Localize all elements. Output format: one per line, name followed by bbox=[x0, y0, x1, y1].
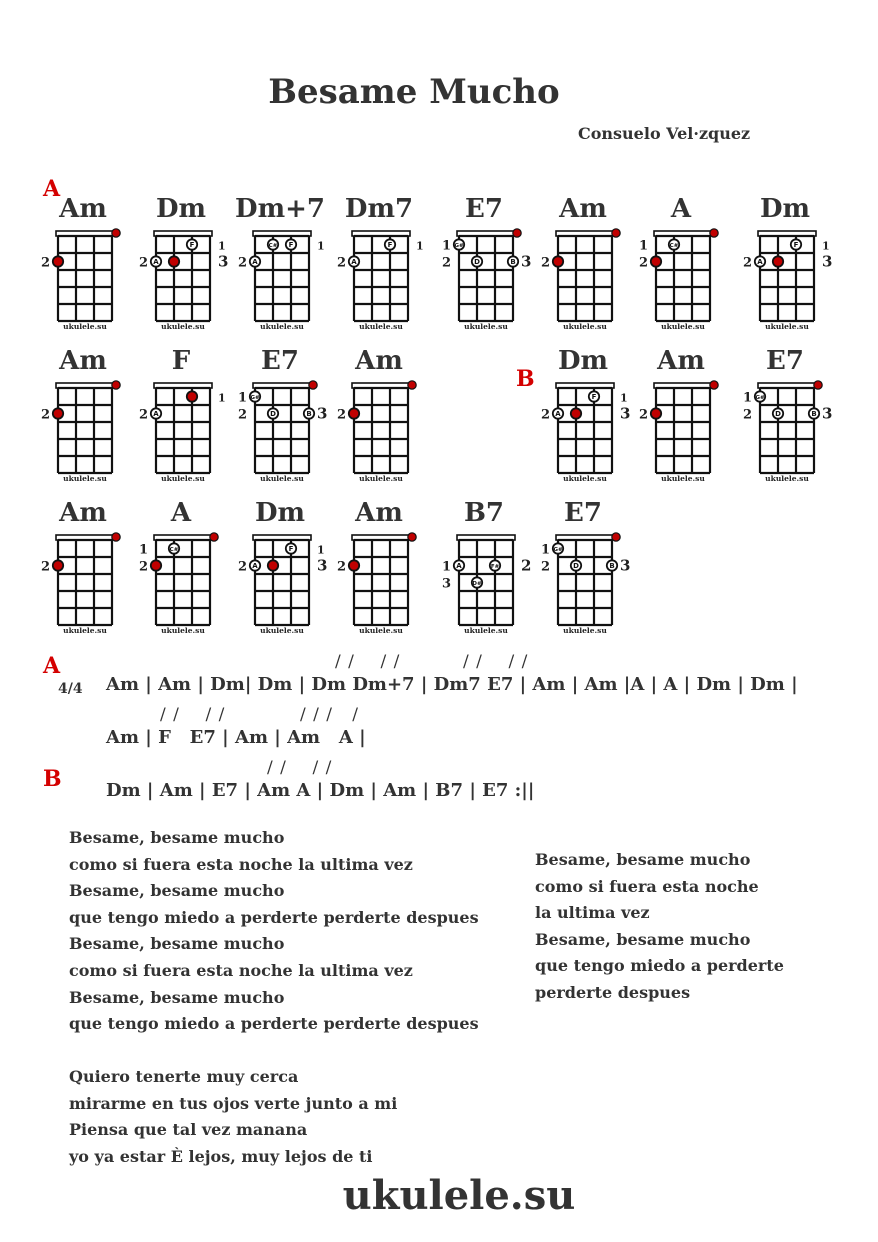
fretboard bbox=[329, 350, 429, 498]
lyric-line: Besame, besame mucho bbox=[535, 929, 751, 949]
finger-number: 3 bbox=[620, 404, 631, 423]
finger-note: B bbox=[811, 410, 817, 419]
fretboard bbox=[329, 502, 429, 650]
finger-number: 2 bbox=[138, 255, 148, 271]
chord-name: E7 bbox=[261, 346, 299, 376]
open-string-dot bbox=[612, 229, 620, 237]
diagram-caption: ukulele.su bbox=[765, 322, 809, 331]
lyric-line: Piensa que tal vez manana bbox=[69, 1120, 308, 1140]
chord-name: Am bbox=[657, 346, 705, 376]
finger-number: 2 bbox=[237, 407, 247, 423]
finger-note: G# bbox=[553, 547, 563, 554]
chord-diagram bbox=[230, 194, 330, 346]
footer-site: ukulele.su bbox=[342, 1172, 576, 1219]
diagram-caption: ukulele.su bbox=[563, 626, 607, 635]
fretboard bbox=[631, 198, 731, 346]
finger-note: C# bbox=[169, 547, 179, 554]
chord-name: Dm bbox=[254, 498, 306, 528]
open-string-dot bbox=[112, 229, 120, 237]
finger-number: 2 bbox=[40, 407, 50, 423]
finger-note: A bbox=[456, 562, 462, 571]
open-string-dot bbox=[710, 229, 718, 237]
diagram-caption: ukulele.su bbox=[563, 474, 607, 483]
chord-diagram bbox=[329, 346, 429, 498]
finger-note: D bbox=[474, 258, 480, 267]
diagram-caption: ukulele.su bbox=[260, 626, 304, 635]
finger-number: 2 bbox=[742, 255, 752, 271]
finger-dot bbox=[268, 560, 278, 570]
finger-number: 3 bbox=[218, 252, 229, 271]
finger-dot bbox=[651, 256, 661, 266]
fretboard bbox=[230, 198, 330, 346]
finger-number: 2 bbox=[336, 559, 346, 575]
lyric-line: yo ya estar È lejos, muy lejos de ti bbox=[69, 1146, 373, 1166]
finger-number: 2 bbox=[540, 559, 550, 575]
open-string-dot bbox=[710, 381, 718, 389]
finger-number: 1 bbox=[237, 390, 247, 406]
strum-marks: / / / / bbox=[300, 705, 359, 725]
finger-note: G# bbox=[454, 243, 464, 250]
chord-name: Am bbox=[59, 194, 107, 224]
lyric-line: como si fuera esta noche la ultima vez bbox=[69, 854, 413, 874]
lyric-line: Quiero tenerte muy cerca bbox=[69, 1067, 299, 1086]
finger-dot bbox=[169, 256, 179, 266]
finger-number: 1 bbox=[742, 390, 752, 406]
finger-dot bbox=[773, 256, 783, 266]
finger-note: A bbox=[757, 258, 763, 267]
finger-note: G# bbox=[755, 395, 765, 402]
chord-diagram bbox=[735, 346, 835, 498]
finger-number: 2 bbox=[540, 255, 550, 271]
progression-section-b-marker: B bbox=[43, 766, 62, 792]
composer: Consuelo Vel·zquez bbox=[578, 124, 751, 143]
diagram-caption: ukulele.su bbox=[63, 626, 107, 635]
finger-number: 1 bbox=[218, 391, 226, 405]
chord-name: A bbox=[170, 498, 192, 528]
finger-note: A bbox=[153, 410, 159, 419]
finger-note: D bbox=[573, 562, 579, 571]
fretboard bbox=[33, 198, 133, 346]
fretboard bbox=[329, 198, 429, 346]
finger-note: F bbox=[288, 545, 294, 554]
lyric-line: como si fuera esta noche la ultima vez bbox=[69, 961, 413, 980]
finger-number: 1 bbox=[638, 238, 648, 254]
finger-number: 3 bbox=[620, 556, 631, 575]
fretboard bbox=[434, 198, 534, 346]
chord-diagram bbox=[131, 346, 231, 498]
fretboard bbox=[230, 502, 330, 650]
finger-number: 1 bbox=[620, 391, 628, 405]
diagram-caption: ukulele.su bbox=[464, 322, 508, 331]
diagram-caption: ukulele.su bbox=[563, 322, 607, 331]
strum-marks: / / / / bbox=[463, 652, 529, 672]
finger-note: D# bbox=[472, 581, 482, 588]
finger-note: F# bbox=[490, 564, 500, 571]
lyric-line: Besame, besame mucho bbox=[69, 881, 285, 901]
finger-number: 1 bbox=[317, 239, 325, 253]
finger-dot bbox=[651, 408, 661, 418]
fretboard bbox=[631, 350, 731, 498]
finger-dot bbox=[553, 256, 563, 266]
chord-diagram bbox=[533, 346, 633, 498]
chord-diagram bbox=[631, 346, 731, 498]
open-string-dot bbox=[408, 533, 416, 541]
finger-note: B bbox=[306, 410, 312, 419]
lyric-line: Besame, besame mucho bbox=[69, 828, 285, 847]
chord-name: Dm bbox=[557, 346, 609, 376]
diagram-caption: ukulele.su bbox=[63, 474, 107, 483]
fretboard bbox=[33, 350, 133, 498]
chord-name: B7 bbox=[463, 498, 505, 528]
lyric-line: que tengo miedo a perderte perderte despues bbox=[69, 907, 479, 927]
finger-note: B bbox=[609, 562, 615, 571]
strum-marks: / / / / bbox=[335, 652, 401, 672]
chord-name: Am bbox=[355, 498, 403, 528]
chord-diagram bbox=[230, 346, 330, 498]
finger-number: 2 bbox=[540, 407, 550, 423]
lyric-line: que tengo miedo a perderte bbox=[535, 956, 784, 976]
finger-number: 2 bbox=[521, 556, 532, 575]
progression-line-a1: Am | Am | Dm| Dm | Dm Dm+7 | Dm7 E7 | Am | Am |A | A | Dm | Dm | bbox=[106, 674, 798, 695]
progression-section-a-marker: A bbox=[43, 653, 61, 679]
finger-dot bbox=[571, 408, 581, 418]
finger-dot bbox=[53, 408, 63, 418]
finger-number: 2 bbox=[40, 559, 50, 575]
chord-diagram bbox=[533, 194, 633, 346]
chord-name: E7 bbox=[766, 346, 804, 376]
finger-note: F bbox=[288, 241, 294, 250]
lyric-line: Besame, besame mucho bbox=[69, 987, 285, 1007]
chord-name: Dm bbox=[759, 194, 811, 224]
finger-number: 2 bbox=[336, 407, 346, 423]
chord-diagram bbox=[33, 194, 133, 346]
finger-dot bbox=[187, 391, 197, 401]
diagram-caption: ukulele.su bbox=[63, 322, 107, 331]
diagram-caption: ukulele.su bbox=[161, 322, 205, 331]
lyric-line: como si fuera esta noche bbox=[535, 876, 759, 896]
finger-number: 2 bbox=[441, 255, 451, 271]
finger-number: 2 bbox=[237, 559, 247, 575]
finger-number: 1 bbox=[416, 239, 424, 253]
strum-marks: / / / / bbox=[160, 705, 226, 725]
chord-name: A bbox=[670, 194, 692, 224]
finger-note: F bbox=[591, 393, 597, 402]
finger-number: 2 bbox=[638, 407, 648, 423]
diagram-caption: ukulele.su bbox=[260, 322, 304, 331]
finger-note: F bbox=[387, 241, 393, 250]
fretboard bbox=[230, 350, 330, 498]
finger-note: D bbox=[270, 410, 276, 419]
finger-dot bbox=[53, 560, 63, 570]
finger-note: B bbox=[510, 258, 516, 267]
finger-dot bbox=[349, 560, 359, 570]
finger-number: 3 bbox=[317, 404, 328, 423]
progression-line-b: Dm | Am | E7 | Am A | Dm | Am | B7 | E7 :|| bbox=[106, 780, 535, 801]
finger-number: 3 bbox=[521, 252, 532, 271]
finger-number: 3 bbox=[822, 252, 833, 271]
open-string-dot bbox=[408, 381, 416, 389]
finger-number: 2 bbox=[138, 407, 148, 423]
fretboard bbox=[131, 198, 231, 346]
chord-diagram bbox=[33, 346, 133, 498]
finger-note: A bbox=[555, 410, 561, 419]
lyric-line: la ultima vez bbox=[535, 903, 650, 923]
finger-number: 1 bbox=[441, 559, 451, 575]
fretboard bbox=[735, 350, 835, 498]
diagram-caption: ukulele.su bbox=[765, 474, 809, 483]
lyric-line: Besame, besame mucho bbox=[69, 934, 285, 954]
diagram-caption: ukulele.su bbox=[359, 322, 403, 331]
chord-name: Am bbox=[59, 346, 107, 376]
diagram-caption: ukulele.su bbox=[161, 626, 205, 635]
finger-number: 1 bbox=[138, 542, 148, 558]
finger-number: 3 bbox=[822, 404, 833, 423]
chord-diagram bbox=[533, 498, 633, 650]
chord-name: E7 bbox=[465, 194, 503, 224]
chord-diagram bbox=[131, 498, 231, 650]
progression-line-a2: Am | F E7 | Am | Am A | bbox=[106, 727, 366, 748]
section-b-marker: B bbox=[516, 366, 535, 392]
open-string-dot bbox=[612, 533, 620, 541]
finger-note: A bbox=[252, 258, 258, 267]
lyric-line: Besame, besame mucho bbox=[535, 850, 751, 869]
finger-number: 2 bbox=[336, 255, 346, 271]
open-string-dot bbox=[112, 533, 120, 541]
finger-number: 2 bbox=[638, 255, 648, 271]
section-a-marker: A bbox=[43, 176, 61, 202]
finger-note: C# bbox=[268, 243, 278, 250]
finger-number: 2 bbox=[742, 407, 752, 423]
open-string-dot bbox=[210, 533, 218, 541]
finger-note: A bbox=[351, 258, 357, 267]
chord-name: Am bbox=[59, 498, 107, 528]
diagram-caption: ukulele.su bbox=[359, 474, 403, 483]
chord-diagram bbox=[631, 194, 731, 346]
finger-number: 1 bbox=[540, 542, 550, 558]
finger-note: F bbox=[189, 241, 195, 250]
finger-note: C# bbox=[669, 243, 679, 250]
diagram-caption: ukulele.su bbox=[161, 474, 205, 483]
finger-number: 2 bbox=[40, 255, 50, 271]
fretboard bbox=[131, 502, 231, 650]
finger-note: D bbox=[775, 410, 781, 419]
finger-number: 1 bbox=[822, 239, 830, 253]
chord-diagram bbox=[230, 498, 330, 650]
strum-marks: / / / / bbox=[267, 758, 333, 778]
finger-number: 1 bbox=[441, 238, 451, 254]
chord-name: F bbox=[171, 346, 191, 376]
finger-number: 2 bbox=[138, 559, 148, 575]
chord-name: Dm+7 bbox=[235, 194, 325, 224]
diagram-caption: ukulele.su bbox=[661, 322, 705, 331]
fretboard bbox=[533, 350, 633, 498]
finger-number: 3 bbox=[317, 556, 328, 575]
chord-name: Dm bbox=[155, 194, 207, 224]
finger-dot bbox=[53, 256, 63, 266]
time-signature: 4/4 bbox=[58, 681, 83, 697]
chord-diagram bbox=[33, 498, 133, 650]
finger-note: A bbox=[252, 562, 258, 571]
chord-diagram bbox=[131, 194, 231, 346]
chord-name: Am bbox=[559, 194, 607, 224]
finger-number: 1 bbox=[218, 239, 226, 253]
chord-name: Am bbox=[355, 346, 403, 376]
fretboard bbox=[131, 350, 231, 498]
fretboard bbox=[735, 198, 835, 346]
finger-dot bbox=[349, 408, 359, 418]
open-string-dot bbox=[814, 381, 822, 389]
finger-number: 1 bbox=[317, 543, 325, 557]
diagram-caption: ukulele.su bbox=[464, 626, 508, 635]
finger-note: F bbox=[793, 241, 799, 250]
open-string-dot bbox=[112, 381, 120, 389]
finger-dot bbox=[151, 560, 161, 570]
chord-diagram bbox=[434, 498, 534, 650]
lyric-line: mirarme en tus ojos verte junto a mi bbox=[69, 1093, 398, 1113]
chord-diagram bbox=[735, 194, 835, 346]
finger-note: A bbox=[153, 258, 159, 267]
fretboard bbox=[533, 502, 633, 650]
chord-name: E7 bbox=[564, 498, 602, 528]
fretboard bbox=[533, 198, 633, 346]
finger-number: 3 bbox=[441, 576, 451, 592]
diagram-caption: ukulele.su bbox=[260, 474, 304, 483]
diagram-caption: ukulele.su bbox=[359, 626, 403, 635]
diagram-caption: ukulele.su bbox=[661, 474, 705, 483]
chord-diagram bbox=[329, 498, 429, 650]
chord-diagram bbox=[329, 194, 429, 346]
chord-diagram bbox=[434, 194, 534, 346]
finger-note: G# bbox=[250, 395, 260, 402]
finger-number: 2 bbox=[237, 255, 247, 271]
open-string-dot bbox=[309, 381, 317, 389]
fretboard bbox=[33, 502, 133, 650]
chord-name: Dm7 bbox=[344, 194, 414, 224]
open-string-dot bbox=[513, 229, 521, 237]
fretboard bbox=[434, 502, 534, 650]
song-title: Besame Mucho bbox=[268, 72, 560, 112]
lyric-line: perderte despues bbox=[535, 983, 691, 1002]
lyric-line: que tengo miedo a perderte perderte despues bbox=[69, 1014, 479, 1034]
